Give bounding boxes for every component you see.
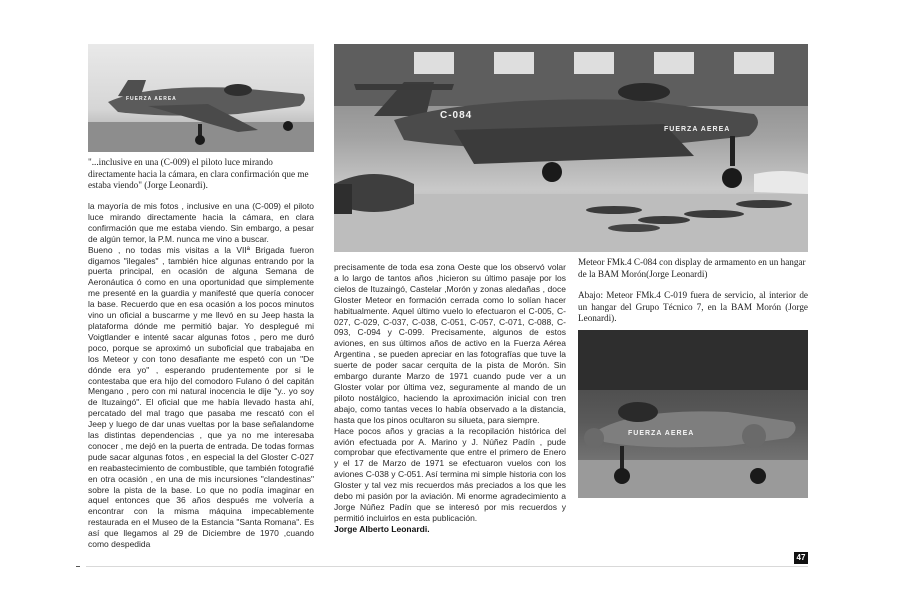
article-column-2 [334, 262, 566, 535]
photo-label-c084: C-084 [440, 110, 473, 121]
meteor-c084-image [334, 44, 808, 252]
photo-meteor-c009 [88, 44, 314, 152]
article-paragraph: la mayoría de mis fotos , inclusive en una (C-009) el piloto luce mirando directamente hacia la cámara, en clara confirmación que me estaba viendo. Sin embargo, a pesar de algún temor, la P.M. nunca me vino a buscar. [88, 201, 314, 244]
photo-label-fuerza-aerea-main: FUERZA AEREA [664, 126, 731, 133]
caption-abajo: Abajo: Meteor FMk.4 C-019 fuera de servicio, al interior de un hangar del Grupo Técnico 7, en la BAM Morón (Jorge Leonardi). [578, 290, 808, 324]
photo-label-fuerza-aerea-hangar: FUERZA AEREA [628, 430, 695, 437]
meteor-c019-image [578, 330, 808, 498]
photo-meteor-c019 [578, 330, 808, 498]
article-paragraph: precisamente de toda esa zona Oeste que los observó volar a lo largo de tantos años ,hicieron su último pasaje por los cielos de Ituzaingó, Castelar ,Morón y zonas aledañas , doce Gloster Meteor en formación cerrada como lo solían hacer habitualmente. Aquel último vuelo lo efectuaron el C-005, C-027, C-029, C-037, C-038, C-051, C-057, C-071, C-088, C-093, C-094 y C-099. Precisamente, algunos de estos aviones, en sus últimos años de activo en la Fuerza Aérea Argentina , se pueden apreciar en las fotografías que tuve la suerte de poder sacar cerquita de la pista de Morón. Sin embargo durante Marzo de 1971 cuando pude ver a un Gloster volar por última vez, seguramente al mando de un piloto nostálgico, haciendo la aproximación inicial con tren abajo, como tantas veces lo había observado a la distancia, hasta que los pinos ocultaron su silueta, para siempre. [334, 262, 566, 425]
caption-top-left: "...inclusive en una (C-009) el piloto luce mirando directamente hacia la cámara, en clara confirmación que me estaba viendo" (Jorge Leonardi). [88, 157, 309, 191]
photo-label-fuerza-aerea: FUERZA AEREA [126, 96, 177, 102]
page-number: 47 [794, 552, 808, 564]
article-paragraph: Bueno , no todas mis visitas a la VIIª Brigada fueron digamos "ilegales" , también hice algunas entrando por la puerta principal, en ocasión de alguna Semana de Aeronáutica ó como en una oportunidad que simplemente me presenté en la guardia y manifesté que quería conocer la base. Recuerdo que en esa ocasión a los pocos minutos vino un oficial a buscarme y me llevó en su Jeep hasta la plataforma dónde me permitió bajar. Yo desplegué mi Voigtlander e intenté sacar algunas fotos , pero me duró poco, porque se aproximó un suboficial que trabajaba en los Meteor y con tono desafiante me espetó con un "De dónde era yo" , esperando prudentemente por si le contestaba que era hijo del comodoro Fulano ó del capitán Mengano , pero con mi natural inocencia le dije "y.. yo soy de Ituzaingó". El oficial que me había llevado hasta ahí, percatado del mal trago que pasaba me rescató con el Jeep y luego de dar unas vueltas por la base señalandome las distintas dependencias , que ya no me interesaba conocer , me dejó en la puerta de entrada. De todas formas pude sacar algunas fotos , en especial la del Gloster C-027 en reabastecimiento de combustible, que también fotografié en otra ocasión , en una de mis incursiones "clandestinas" sobre la pista de la base. Lo que no podía imaginar en aquel entonces que 36 años después me volvería a encontrar con la misma máquina impecablemente restaurada en el Museo de la Estancia "Santa Romana". Es así que llegamos al 29 de Diciembre de 1970 ,cuando como despedida [88, 244, 314, 550]
article-signature: Jorge Alberto Leonardi. [334, 523, 430, 534]
article-column-1 [88, 201, 314, 550]
caption-main-photo: Meteor FMk.4 C-084 con display de armamento en un hangar de la BAM Morón(Jorge Leonardi) [578, 257, 806, 279]
corner-mark [76, 566, 80, 567]
photo-meteor-c084 [334, 44, 808, 252]
meteor-c009-image [88, 44, 314, 152]
article-paragraph: Hace pocos años y gracias a la recopilación histórica del avión efectuada por A. Marino y J. Núñez Padín , pude comprobar que efectivamente que entre el primero de Enero y el 17 de Marzo de 1971 se efectuaron vuelos con los aviones C-038 y C-051. Así termina mi simple historia con los Gloster y tal vez mis recuerdos más preciados a los que les debo mi pasión por la aviación. Mi enorme agradecimiento a Jorge Núñez Padín que se interesó por mis recuerdos y permitió incluirlos en esta publicación. [334, 425, 566, 523]
footer-rule [86, 566, 808, 567]
